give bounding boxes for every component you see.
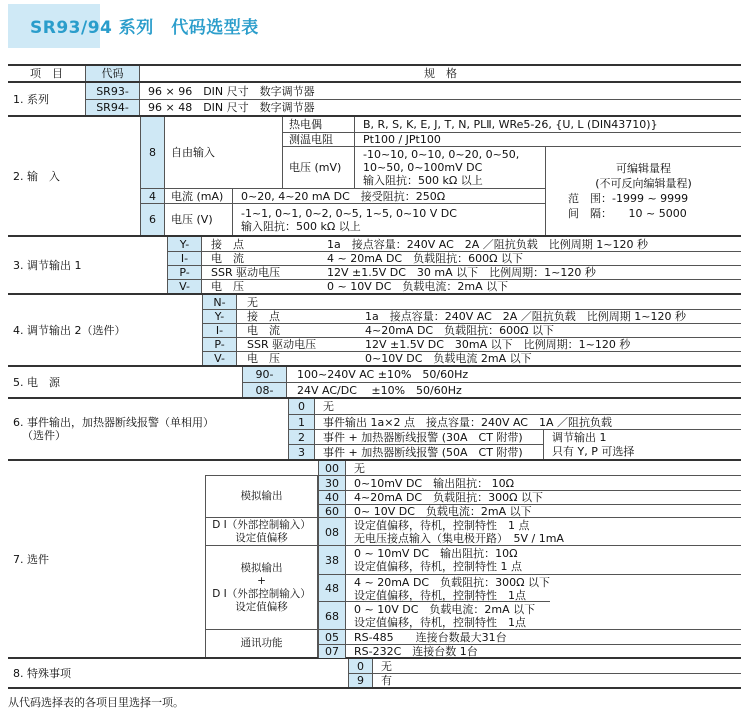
output-type: SSR 驱动电压 [211, 266, 281, 279]
spec-cell: 无 [323, 400, 334, 413]
code-cell: 2 [288, 430, 315, 444]
spec-cell: 事件 + 加热器断线报警 (50A CT 附带) [323, 445, 523, 459]
spec-cell: 12V ±1.5V DC 30mA 以下 比例周期：1~120 秒 [365, 338, 631, 351]
section-output1-label: 3. 调节输出 1 [13, 258, 82, 272]
group-label-line: D I（外部控制输入） [212, 587, 311, 600]
section-series [8, 81, 741, 115]
spec-line: 0 ~ 10mV DC 输出阻抗：10Ω [354, 547, 518, 560]
options-group-analog [205, 475, 741, 517]
section-special-label: 8. 特殊事项 [13, 666, 71, 680]
spec-cell: 96 × 96 DIN 尺寸 数字调节器 [148, 84, 315, 98]
code-cell: V- [167, 280, 202, 293]
code-cell: 4 [140, 189, 165, 203]
code-cell: Y- [202, 310, 237, 323]
input-row-rtd [283, 132, 741, 146]
input-free-label: 自由输入 [165, 117, 283, 188]
code-cell: 08 [318, 518, 346, 546]
group-label-line: 设定值偏移 [235, 531, 288, 544]
spec-cell: 24V AC/DC ±10% 50/60Hz [297, 383, 462, 397]
mv-spec-line1: -10~10, 0~10, 0~20, 0~50, [363, 148, 520, 161]
group-label-analog-output: 模拟输出 [205, 476, 318, 517]
group-label-analog-plus-di [205, 546, 318, 629]
section-output2-label: 4. 调节输出 2（选件） [13, 323, 126, 337]
spec-cell: 0 ~ 10V DC 负载电流：2mA 以下 [327, 280, 509, 293]
table-row [318, 476, 741, 490]
table-row [167, 237, 741, 251]
group-label-communication: 通讯功能 [205, 630, 318, 657]
code-cell: P- [202, 338, 237, 351]
mv-spec-line2: 10~50, 0~100mV DC [363, 161, 483, 174]
code-cell: I- [202, 324, 237, 337]
table-row [202, 309, 741, 323]
table-row [242, 382, 741, 397]
output-type: 电 流 [211, 252, 244, 265]
table-row [288, 399, 741, 414]
table-row [318, 644, 741, 658]
table-row [318, 602, 741, 630]
table-row [318, 574, 741, 602]
output-type: SSR 驱动电压 [247, 338, 317, 351]
spec-cell: 12V ±1.5V DC 30 mA 以下 比例周期：1~120 秒 [327, 266, 596, 279]
volt-label: 电压 (V) [165, 204, 233, 235]
page-title: SR93/94 系列 代码选型表 [30, 18, 259, 38]
code-cell: 0 [288, 399, 315, 414]
ma-label: 电流 (mA) [165, 189, 233, 203]
spec-cell: 0~10mV DC 输出阻抗： 10Ω [354, 476, 514, 490]
code-cell: 6 [140, 204, 165, 235]
section-output1 [8, 235, 741, 293]
spec-cell: 事件 + 加热器断线报警 (30A CT 附带) [323, 430, 523, 444]
group-label-di [205, 518, 318, 545]
spec-cell [346, 546, 741, 574]
note-line: 可编辑量程 [616, 162, 671, 175]
note-line: 范 围：-1999 ~ 9999 [568, 192, 689, 205]
thermocouple-label: 热电偶 [283, 117, 355, 132]
series-row-sr94 [85, 99, 741, 115]
table-row [318, 504, 741, 518]
section-power [8, 365, 741, 397]
spec-cell: 事件输出 1a×2 点 接点容量：240V AC 1A ／阻抗负载 [323, 415, 612, 429]
spec-cell: 无 [354, 461, 365, 475]
section-output2 [8, 293, 741, 365]
code-cell: 90- [242, 367, 287, 382]
code-cell: 9 [348, 674, 373, 687]
code-cell: N- [202, 295, 237, 309]
code-cell: P- [167, 266, 202, 279]
editable-range-note [545, 146, 741, 235]
code-cell: 05 [318, 630, 346, 644]
spec-cell: 4~20mA DC 负载阻抗：300Ω 以下 [354, 491, 543, 504]
options-row-none [205, 461, 741, 475]
spec-cell: 1a 接点容量：240V AC 2A ／阻抗负载 比例周期 1~120 秒 [327, 237, 648, 251]
event-output-note [543, 429, 741, 459]
table-row [318, 490, 741, 504]
code-cell: 07 [318, 645, 346, 658]
code-cell: 3 [288, 445, 315, 459]
header-spec: 规 格 [424, 67, 457, 80]
table-row [202, 323, 741, 337]
group-label-line: 设定值偏移 [235, 600, 288, 613]
options-group-analog-di [205, 545, 741, 629]
ma-spec: 0~20, 4~20 mA DC 接受阻抗：250Ω [241, 189, 446, 203]
code-cell: 48 [318, 575, 346, 602]
code-cell: 30 [318, 476, 346, 490]
spec-cell: 1a 接点容量：240V AC 2A ／阻抗负载 比例周期 1~120 秒 [365, 310, 686, 323]
spec-line: 设定值偏移，待机，控制特性 1点 [354, 616, 526, 629]
group-label-line: D I（外部控制输入） [212, 518, 311, 531]
spec-cell: 4~20mA DC 负载阻抗：600Ω 以下 [365, 324, 554, 337]
spec-cell: 100~240V AC ±10% 50/60Hz [297, 368, 469, 381]
section-special [8, 657, 741, 687]
spec-cell: 无 [381, 659, 392, 673]
spec-cell: RS-232C 连接台数 1台 [354, 645, 478, 658]
output-type: 电 压 [247, 352, 280, 365]
code-cell: Y- [167, 237, 202, 251]
table-row [242, 367, 741, 382]
rtd-spec: Pt100 / JPt100 [363, 133, 441, 146]
options-group-comm [205, 629, 741, 657]
blank-cell [205, 461, 318, 475]
note-line: 间 隔： 10 ~ 5000 [568, 207, 687, 220]
series-row-sr93 [85, 83, 741, 99]
section-power-label: 5. 电 源 [13, 375, 60, 389]
spec-line: 0 ~ 10V DC 负载电流：2mA 以下 [354, 603, 536, 616]
spec-cell: 96 × 48 DIN 尺寸 数字调节器 [148, 101, 315, 114]
partial-divider-line [318, 601, 550, 602]
table-row [348, 673, 741, 687]
spec-cell: 0~10V DC 负载电流 2mA 以下 [365, 352, 532, 365]
spec-line: 设定值偏移，待机，控制特性 1 点 [354, 519, 530, 532]
output-type: 电 流 [247, 324, 280, 337]
code-cell: SR93- [85, 83, 140, 99]
spec-line: 设定值偏移，待机，控制特性 1 点 [354, 560, 522, 573]
event-label-line2: （选件） [22, 429, 66, 442]
section-options [8, 459, 741, 657]
spec-cell: RS-485 连接台数最大31台 [354, 630, 507, 644]
spec-cell [346, 575, 741, 602]
section-event-label [8, 399, 288, 459]
code-cell: 68 [318, 602, 346, 630]
code-cell: I- [167, 252, 202, 265]
table-row [202, 337, 741, 351]
volt-spec-line2: 输入阻抗：500 kΩ 以上 [241, 219, 361, 233]
table-header-row [8, 66, 741, 81]
spec-line: 无电压接点输入（集电极开路） 5V / 1mA [354, 532, 564, 545]
group-label-line: + [257, 574, 266, 587]
spec-cell: 4 ~ 20mA DC 负载阻抗：600Ω 以下 [327, 252, 523, 265]
code-cell: V- [202, 352, 237, 365]
spec-line: 设定值偏移，待机，控制特性 1点 [354, 588, 526, 602]
input-row-thermocouple [283, 117, 741, 132]
selection-table [8, 64, 741, 689]
note-line: (不可反向编辑量程) [595, 177, 692, 190]
spec-cell: 0~ 10V DC 负载电流：2mA 以下 [354, 505, 532, 518]
section-options-label: 7. 选件 [13, 552, 49, 566]
group-label-line: 模拟输出 [240, 561, 283, 574]
volt-spec-line1: -1~1, 0~1, 0~2, 0~5, 1~5, 0~10 V DC [241, 206, 457, 220]
options-group-di [205, 517, 741, 545]
header-code: 代码 [85, 66, 140, 81]
table-row [167, 251, 741, 265]
table-row [167, 279, 741, 293]
section-event-output [8, 397, 741, 459]
code-cell: 00 [318, 461, 346, 475]
mv-label: 电压 (mV) [283, 147, 355, 188]
code-cell: 38 [318, 546, 346, 574]
footer-note: 从代码选择表的各项目里选择一项。 [8, 696, 184, 709]
rtd-label: 测温电阻 [283, 133, 355, 146]
code-cell: 0 [348, 659, 373, 673]
table-row [318, 546, 741, 574]
table-row [288, 414, 741, 429]
table-row [167, 265, 741, 279]
spec-cell [346, 602, 741, 630]
spec-cell [346, 518, 741, 546]
section-input-label: 2. 输 入 [13, 169, 60, 183]
event-label-line1: 6. 事件输出，加热器断线报警（单相用） [13, 416, 214, 429]
spec-line: 4 ~ 20mA DC 负载阻抗：300Ω 以下 [354, 575, 550, 589]
table-row [348, 659, 741, 673]
thermocouple-spec: B, R, S, K, E, J, T, N, PLⅡ, WRe5-26, {U, L (DIN43710)} [363, 118, 658, 131]
code-cell: 40 [318, 491, 346, 504]
code-cell: 08- [242, 383, 287, 397]
output-type: 接 点 [247, 310, 280, 323]
spec-cell [365, 295, 741, 309]
code-cell: 8 [140, 117, 165, 188]
output-type: 无 [247, 295, 258, 309]
code-cell: 1 [288, 415, 315, 429]
code-cell: SR94- [85, 100, 140, 115]
code-cell: 60 [318, 505, 346, 518]
spec-cell: 有 [381, 674, 392, 687]
output-type: 接 点 [211, 237, 244, 251]
table-row [202, 351, 741, 365]
note-line: 只有 Y, P 可选择 [552, 444, 635, 458]
table-row [202, 295, 741, 309]
table-row [318, 630, 741, 644]
mv-spec-line3: 输入阻抗：500 kΩ 以上 [363, 174, 483, 187]
output-type: 电 压 [211, 280, 244, 293]
section-series-label: 1. 系列 [13, 92, 49, 106]
table-row [318, 518, 741, 546]
section-input [8, 115, 741, 235]
note-line: 调节输出 1 [552, 430, 607, 444]
header-item: 项 目 [30, 67, 63, 80]
